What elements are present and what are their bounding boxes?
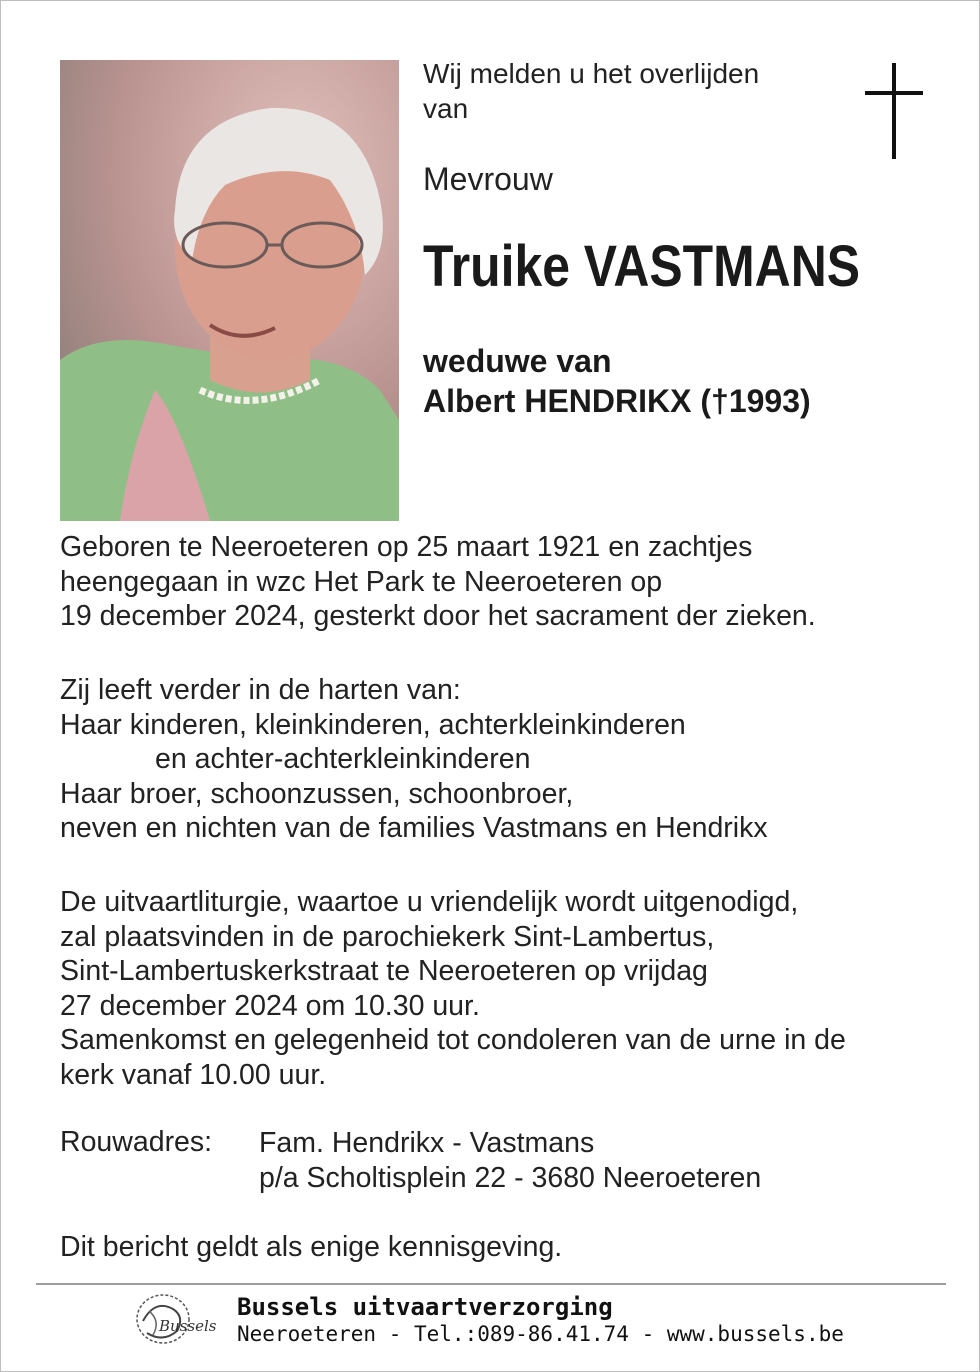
spouse-line: weduwe van xyxy=(423,343,612,379)
paragraph-line: Zij leeft verder in de harten van: xyxy=(60,674,461,706)
intro-line: Wij melden u het overlijden xyxy=(423,58,760,89)
closing-note: Dit bericht geldt als enige kennisgeving. xyxy=(60,1231,563,1263)
paragraph-line: en achter-achterkleinkinderen xyxy=(155,743,531,776)
birth-paragraph xyxy=(60,530,940,634)
intro-line: van xyxy=(423,93,469,124)
address-line: Fam. Hendrikx - Vastmans xyxy=(259,1127,595,1159)
bussels-logo xyxy=(133,1291,225,1349)
company-contact: Neeroeteren - Tel.:089-86.41.74 - www.bussels.be xyxy=(237,1322,844,1346)
paragraph-line: Samenkomst en gelegenheid tot condoleren van de urne in de xyxy=(60,1024,846,1057)
spouse-line: Albert HENDRIKX (†1993) xyxy=(423,383,811,419)
funeral-paragraph xyxy=(60,885,940,1093)
address-label: Rouwadres: xyxy=(60,1126,213,1158)
paragraph-line: Geboren te Neeroeteren op 25 maart 1921 en zachtjes xyxy=(60,531,753,563)
paragraph-line: zal plaatsvinden in de parochiekerk Sint-Lambertus, xyxy=(60,920,715,953)
address-lines xyxy=(259,1126,761,1196)
portrait-illustration xyxy=(60,60,399,521)
paragraph-line: neven en nichten van de families Vastmans en Hendrikx xyxy=(60,812,768,845)
svg-text:Bussels: Bussels xyxy=(159,1317,217,1335)
honorific: Mevrouw xyxy=(423,161,553,197)
paragraph-line: Sint-Lambertuskerkstraat te Neeroeteren op vrijdag xyxy=(60,955,708,988)
address-line: p/a Scholtisplein 22 - 3680 Neeroeteren xyxy=(259,1162,762,1194)
paragraph-line: De uitvaartliturgie, waartoe u vriendelijk wordt uitgenodigd, xyxy=(60,886,799,918)
paragraph-line: Haar kinderen, kleinkinderen, achterkleinkinderen xyxy=(60,708,686,741)
paragraph-line: heengegaan in wzc Het Park te Neeroeteren op xyxy=(60,565,663,598)
footer-divider xyxy=(36,1283,946,1285)
latin-cross-icon xyxy=(865,63,923,159)
paragraph-line: 19 december 2024, gesterkt door het sacrament der zieken. xyxy=(60,600,816,633)
spouse-info xyxy=(423,341,811,421)
company-name: Bussels uitvaartverzorging xyxy=(237,1293,613,1321)
announcement-intro xyxy=(423,56,843,126)
paragraph-line: kerk vanaf 10.00 uur. xyxy=(60,1058,327,1091)
portrait-photo xyxy=(60,60,399,521)
deceased-name: Truike VASTMANS xyxy=(423,234,860,299)
family-paragraph xyxy=(60,673,940,846)
paragraph-line: Haar broer, schoonzussen, schoonbroer, xyxy=(60,777,574,810)
paragraph-line: 27 december 2024 om 10.30 uur. xyxy=(60,989,480,1022)
